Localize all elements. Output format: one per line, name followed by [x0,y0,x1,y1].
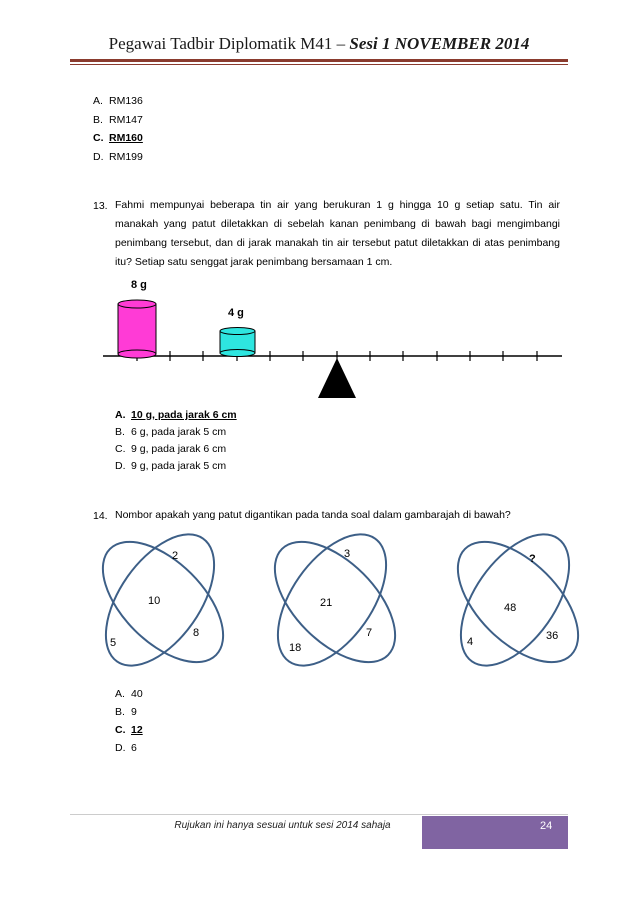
d3-left: 4 [467,636,474,648]
q14-option-d: D. 6 [115,742,137,754]
d3-right: 36 [546,630,559,642]
d2-top: 3 [344,548,351,560]
q13-text: Fahmi mempunyai beberapa tin air yang berukuran 1 g hingga 10 g setiap satu. Tin air manakah yang patut diletakkan di sebelah kanan penimbang di bawah bagi mengimbangi penimbang tersebut, dan di jarak manakah tin air tersebut patut diletakkan di atas penimbang itu? Setiap satu senggat jarak penimbang bersamaan 1 cm. [115,199,560,268]
d2-ellipse-b [254,521,417,684]
q12-option-d: D. RM199 [93,151,143,163]
q13-option-a: A. 10 g, pada jarak 6 cm [115,409,237,421]
d2-middle: 21 [320,597,333,609]
q14-text: Nombor apakah yang patut digantikan pada tanda soal dalam gambarajah di bawah? [115,509,511,521]
q13-option-c: C. 9 g, pada jarak 6 cm [115,443,227,455]
d3-top: ? [529,553,536,565]
q14-number: 14. [93,510,108,522]
d1-middle: 10 [148,595,161,607]
tin-4g-label: 4 g [228,307,244,319]
q12-option-c: C. RM160 [93,132,143,144]
d2-left: 18 [289,642,302,654]
q14-option-c: C. 12 [115,724,143,736]
q12-option-b: B. RM147 [93,114,143,126]
d1-top: 2 [172,550,179,562]
q12-option-a: A. RM136 [93,95,143,107]
footer-rule [70,814,568,815]
q13-option-b: B. 6 g, pada jarak 5 cm [115,426,227,438]
d1-right: 8 [193,627,200,639]
q13-number: 13. [93,200,108,212]
q14-option-a: A. 40 [115,688,143,700]
d1-left: 5 [110,637,117,649]
header-session: Sesi 1 NOVEMBER 2014 [349,34,530,53]
q13-option-d: D. 9 g, pada jarak 5 cm [115,460,227,472]
header-title: Pegawai Tadbir Diplomatik M41 – [108,34,350,53]
d3-middle: 48 [504,602,517,614]
tin-8g-label: 8 g [131,279,147,291]
page-number: 24 [540,820,553,832]
footer-note: Rujukan ini hanya sesuai untuk sesi 2014 sahaja [174,820,391,831]
q14-option-b: B. 9 [115,706,137,718]
d2-right: 7 [366,627,373,639]
d3-ellipse-b [437,521,600,684]
d1-ellipse-b [82,521,245,684]
